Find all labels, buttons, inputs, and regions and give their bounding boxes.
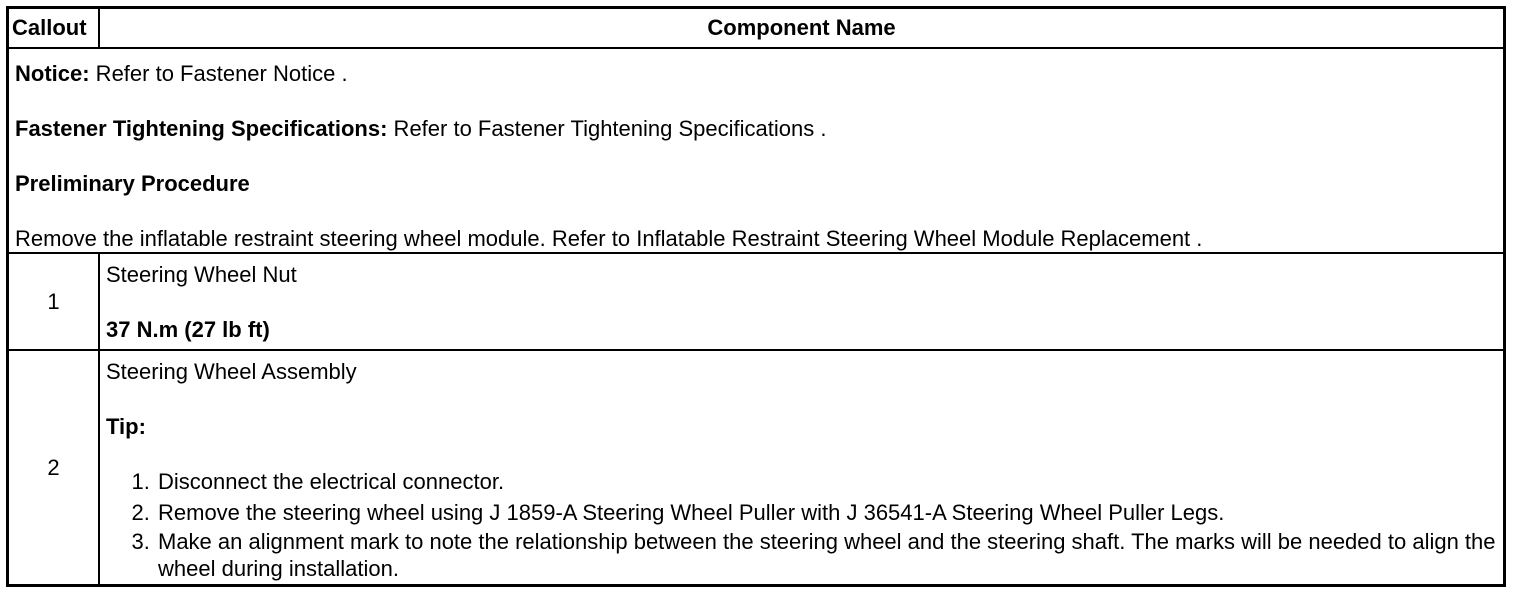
callout-number: 1 [8, 253, 100, 350]
table-header-row [8, 8, 1505, 49]
intro-cell [8, 48, 1505, 253]
torque-spec: 37 N.m (27 lb ft) [106, 317, 270, 342]
callout-column-header: Callout [8, 8, 100, 49]
list-item: 2. Remove the steering wheel using J 1859-A Steering Wheel Puller with J 36541-A Steering Wheel Puller Legs. [156, 497, 1497, 528]
step-list [106, 466, 1497, 582]
component-table [6, 6, 1506, 587]
preliminary-heading: Preliminary Procedure [15, 171, 250, 196]
intro-row [8, 48, 1505, 253]
spec-paragraph [15, 116, 1497, 142]
notice-text: Refer to Fastener Notice . [89, 61, 348, 86]
list-item: 1. Disconnect the electrical connector. [156, 466, 1497, 497]
callout-number: 2 [8, 350, 100, 586]
component-name-column-header: Component Name [99, 8, 1505, 49]
notice-label: Notice: [15, 61, 90, 86]
preliminary-text: Remove the inflatable restraint steering wheel module. Refer to Inflatable Restraint Steering Wheel Module Replacement . [15, 226, 1203, 251]
component-name: Steering Wheel Assembly [106, 359, 357, 384]
spec-label: Fastener Tightening Specifications: [15, 116, 388, 141]
component-cell [99, 253, 1505, 350]
spec-text: Refer to Fastener Tightening Specifications . [387, 116, 827, 141]
table-row [8, 253, 1505, 350]
component-name: Steering Wheel Nut [106, 262, 297, 287]
table-row [8, 350, 1505, 586]
tip-label: Tip: [106, 414, 146, 439]
notice-paragraph [15, 61, 1497, 87]
list-item: 3. Make an alignment mark to note the relationship between the steering wheel and the steering shaft. The marks will be needed to align the wheel during installation. [156, 528, 1497, 582]
component-cell [99, 350, 1505, 586]
